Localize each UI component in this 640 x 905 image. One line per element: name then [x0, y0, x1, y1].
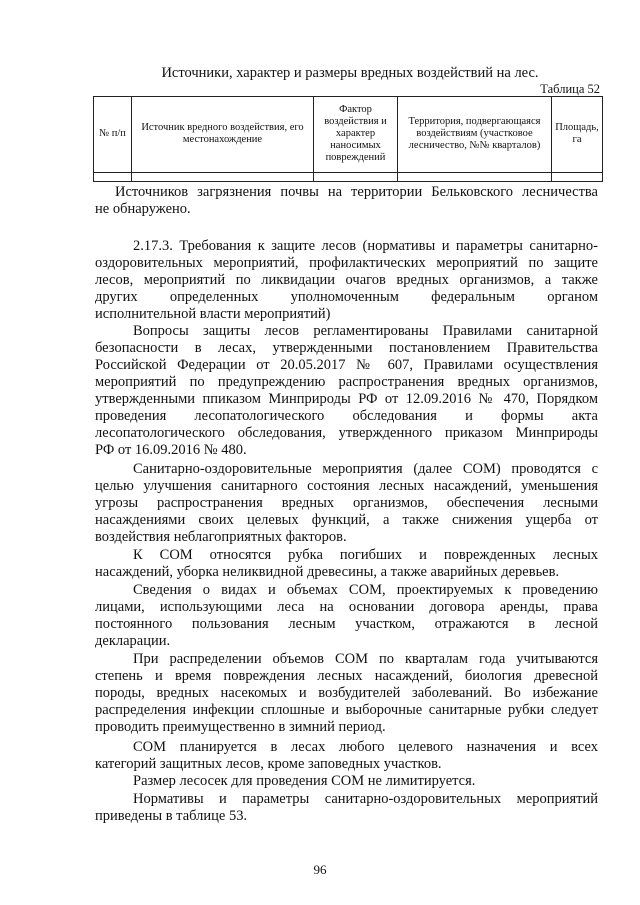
text-line: лесопатологического обследования, утвержденного приказом Минприроды	[95, 425, 598, 441]
text-line: оздоровительных мероприятий, профилактических мероприятий по защите	[95, 255, 598, 271]
text-line: проведения лесопатологического обследования и формы акта	[95, 408, 598, 424]
text-line: Вопросы защиты лесов регламентированы Правилами санитарной	[133, 323, 598, 339]
header-territory: Территория, подвергающаяся воздействиям (участковое лесничество, №№ кварталов)	[398, 97, 552, 173]
paragraph-som-declaration	[95, 582, 598, 650]
text-line: категорий защитных лесов, кроме заповедных участков.	[95, 756, 442, 772]
table-cell	[94, 172, 132, 181]
text-line: 2.17.3. Требования к защите лесов (нормативы и параметры санитарно-	[133, 238, 598, 254]
text-line: При распределении объемов СОМ по кварталам года учитываются	[133, 651, 598, 667]
text-line: Нормативы и параметры санитарно-оздоровительных мероприятий	[133, 791, 598, 807]
text-line: К СОМ относятся рубка погибших и поврежденных лесных	[133, 547, 598, 563]
text-line: породы, вредных насекомых и возбудителей заболеваний. Во избежание	[95, 685, 598, 701]
text-line: Размер лесосек для проведения СОМ не лимитируется.	[133, 773, 476, 789]
text-line: мероприятий по предупреждению распространения вредных организмов,	[95, 374, 598, 390]
text-line: лицами, использующими леса на основании договора аренды, права	[95, 599, 598, 615]
header-area: Площадь, га	[552, 97, 603, 173]
paragraph-no-pollution	[95, 184, 598, 218]
paragraph-som-norms	[95, 791, 598, 825]
table-cell	[552, 172, 603, 181]
text-line: СОМ планируется в лесах любого целевого назначения и всех	[133, 739, 598, 755]
text-line: воздействия неблагоприятных факторов.	[95, 529, 347, 545]
paragraph-som-distribution	[95, 651, 598, 736]
text-line: исполнительной власти мероприятий)	[95, 306, 331, 322]
text-line: проводить преимущественно в зимний период.	[95, 719, 386, 735]
text-line: РФ от 16.09.2016 № 480.	[95, 442, 247, 458]
page-number: 96	[313, 862, 327, 877]
paragraph-section-heading	[95, 238, 598, 323]
header-number: № п/п	[94, 97, 132, 173]
text-line: безопасности в лесах, утвержденными постановлением Правительства	[95, 340, 598, 356]
paragraph-regulations	[95, 323, 598, 459]
sources-table	[93, 96, 603, 182]
paragraph-som-size	[95, 773, 598, 790]
text-line: насаждений, уборка неликвидной древесины, а также аварийных деревьев.	[95, 564, 560, 580]
table-row	[94, 172, 603, 181]
text-line: постоянного пользования лесным участком, отражаются в лесной	[95, 616, 598, 632]
text-line: не обнаружено.	[95, 201, 191, 217]
table-header-row	[94, 97, 603, 173]
table-label: Таблица 52	[540, 82, 600, 96]
text-line: лесов, мероприятий по ликвидации очагов вредных организмов, а также	[95, 272, 598, 288]
text-line: Санитарно-оздоровительные мероприятия (далее СОМ) проводятся с	[133, 461, 598, 477]
paragraph-som-types	[95, 547, 598, 581]
text-line: степень и время повреждения лесных насаждений, биология древесной	[95, 668, 598, 684]
text-line: утвержденными ппиказом Минприроды РФ от 12.09.2016 № 470, Порядком	[95, 391, 598, 407]
paragraph-som-definition	[95, 461, 598, 546]
table-cell	[398, 172, 552, 181]
header-factor: Фактор воздействия и характер наносимых повреждений	[314, 97, 398, 173]
text-line: других определенных уполномоченным федеральным органом	[95, 289, 598, 305]
header-source: Источник вредного воздействия, его местонахождение	[132, 97, 314, 173]
text-line: Источников загрязнения почвы на территории Бельковского лесничества	[115, 184, 598, 200]
text-line: декларации.	[95, 633, 171, 649]
paragraph-som-forests	[95, 739, 598, 773]
text-line: распределения инфекции сплошные и выборочные санитарные рубки следует	[95, 702, 598, 718]
text-line: целью улучшения санитарного состояния лесных насаждений, уменьшения	[95, 478, 598, 494]
text-line: Сведения о видах и объемах СОМ, проектируемых к проведению	[133, 582, 598, 598]
table-cell	[314, 172, 398, 181]
text-line: насаждениями своих целевых функций, а также снижения ущерба от	[95, 512, 598, 528]
table-cell	[132, 172, 314, 181]
text-line: приведены в таблице 53.	[95, 808, 248, 824]
text-line: угрозы распространения вредных организмов, обеспечения лесными	[95, 495, 598, 511]
text-line: Российской Федерации от 20.05.2017 № 607, Правилами осуществления	[95, 357, 598, 373]
document-title: Источники, характер и размеры вредных воздействий на лес.	[161, 65, 539, 81]
